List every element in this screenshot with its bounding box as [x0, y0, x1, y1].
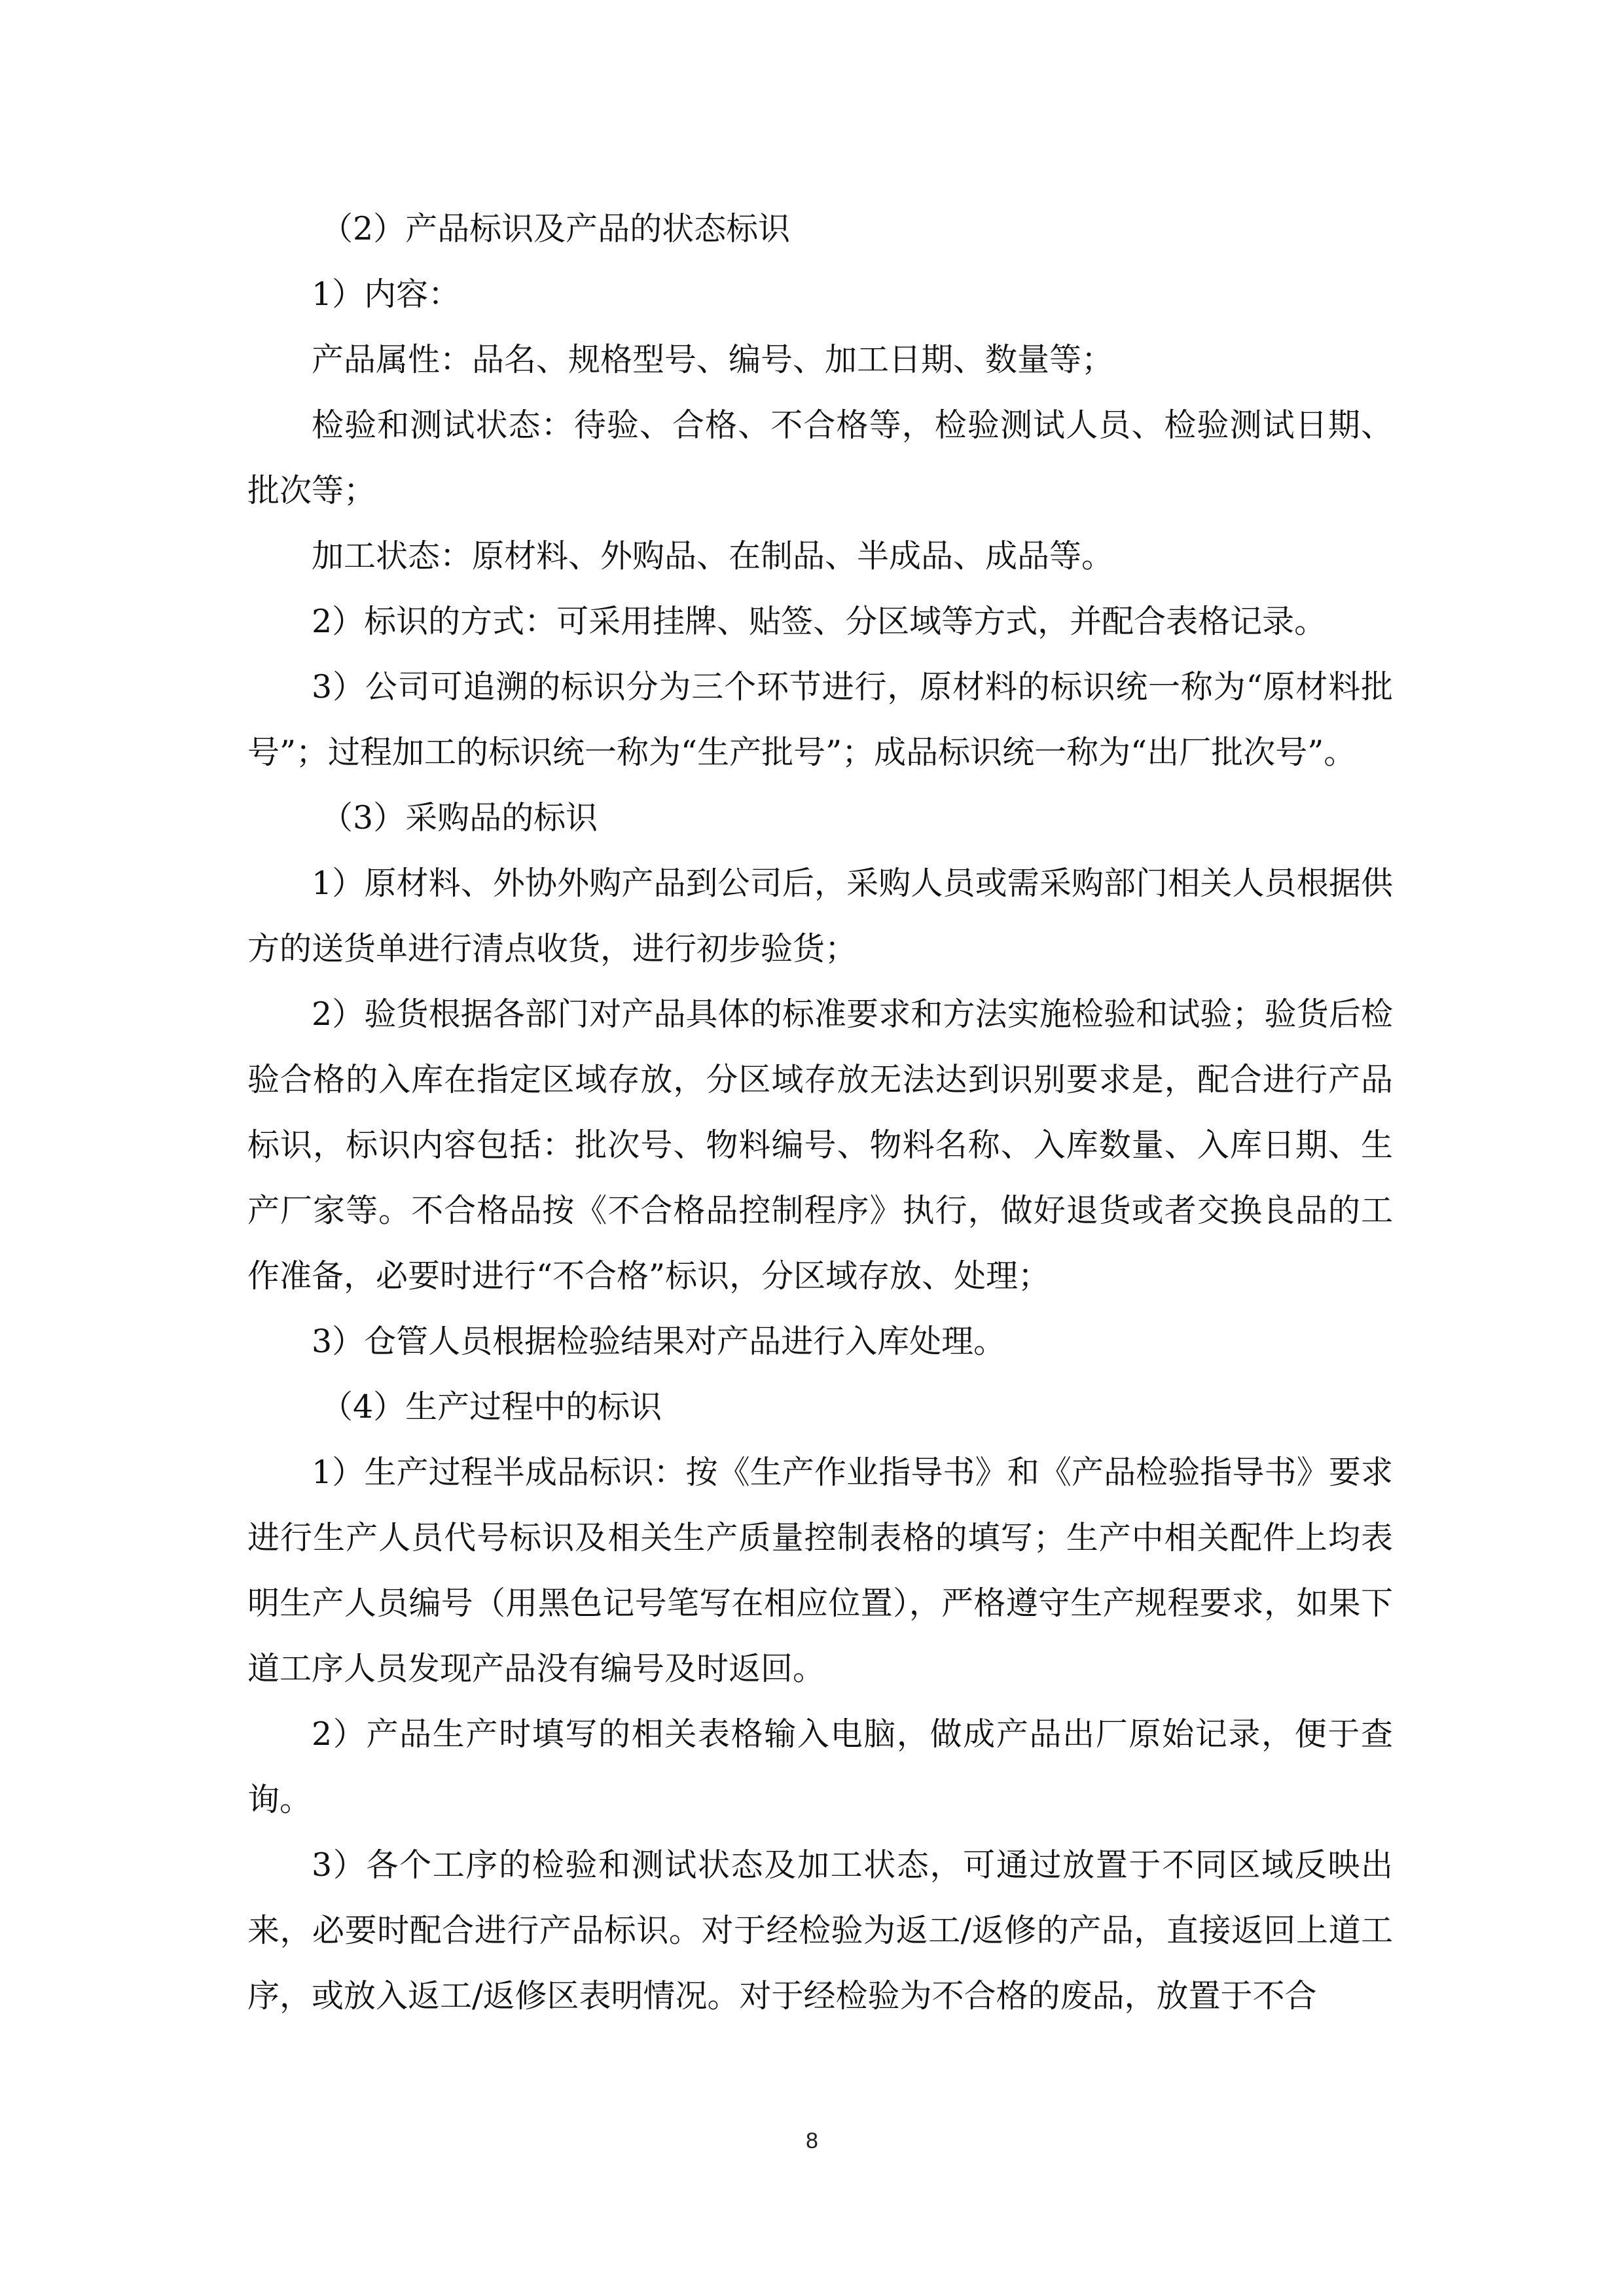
paragraph-production-records: 2）产品生产时填写的相关表格输入电脑，做成产品出厂原始记录，便于查询。 [247, 1715, 1393, 1818]
paragraph-content-label: 1）内容： [312, 276, 461, 313]
paragraph-product-attributes: 产品属性：品名、规格型号、编号、加工日期、数量等； [312, 341, 1114, 378]
document-body [247, 196, 1393, 2029]
page-number: 8 [806, 2128, 818, 2153]
paragraph-processing-status: 加工状态：原材料、外购品、在制品、半成品、成品等。 [312, 537, 1114, 575]
section-heading-4: （4）生产过程中的标识 [321, 1388, 662, 1426]
section-heading-2: （2）产品标识及产品的状态标识 [321, 210, 791, 247]
paragraph-warehouse: 3）仓管人员根据检验结果对产品进行入库处理。 [312, 1323, 1006, 1360]
paragraph-traceability: 3）公司可追溯的标识分为三个环节进行，原材料的标识统一称为“原材料批号”；过程加工的标识统一称为“生产批号”；成品标识统一称为“出厂批次号”。 [247, 668, 1393, 771]
paragraph-purchase-receiving: 1）原材料、外协外购产品到公司后，采购人员或需采购部门相关人员根据供方的送货单进行清点收货，进行初步验货； [247, 865, 1393, 967]
paragraph-identification-method: 2）标识的方式：可采用挂牌、贴签、分区域等方式，并配合表格记录。 [312, 603, 1327, 640]
paragraph-semi-finished: 1）生产过程半成品标识：按《生产作业指导书》和《产品检验指导书》要求进行生产人员代号标识及相关生产质量控制表格的填写；生产中相关配件上均表明生产人员编号（用黑色记号笔写在相应位置），严格遵守生产规程要求，如果下道工序人员发现产品没有编号及时返回。 [247, 1454, 1393, 1687]
paragraph-inspection-status: 检验和测试状态：待验、合格、不合格等，检验测试人员、检验测试日期、批次等； [247, 406, 1393, 509]
paragraph-process-status: 3）各个工序的检验和测试状态及加工状态，可通过放置于不同区域反映出来，必要时配合进行产品标识。对于经检验为返工/返修的产品，直接返回上道工序，或放入返工/返修区表明情况。对于经检验为不合格的废品，放置于不合 [247, 1846, 1393, 2015]
paragraph-purchase-inspection: 2）验货根据各部门对产品具体的标准要求和方法实施检验和试验；验货后检验合格的入库在指定区域存放，分区域存放无法达到识别要求是，配合进行产品标识，标识内容包括：批次号、物料编号、物料名称、入库数量、入库日期、生产厂家等。不合格品按《不合格品控制程序》执行，做好退货或者交换良品的工作准备，必要时进行“不合格”标识，分区域存放、处理； [247, 996, 1393, 1295]
section-heading-3: （3）采购品的标识 [321, 799, 598, 836]
